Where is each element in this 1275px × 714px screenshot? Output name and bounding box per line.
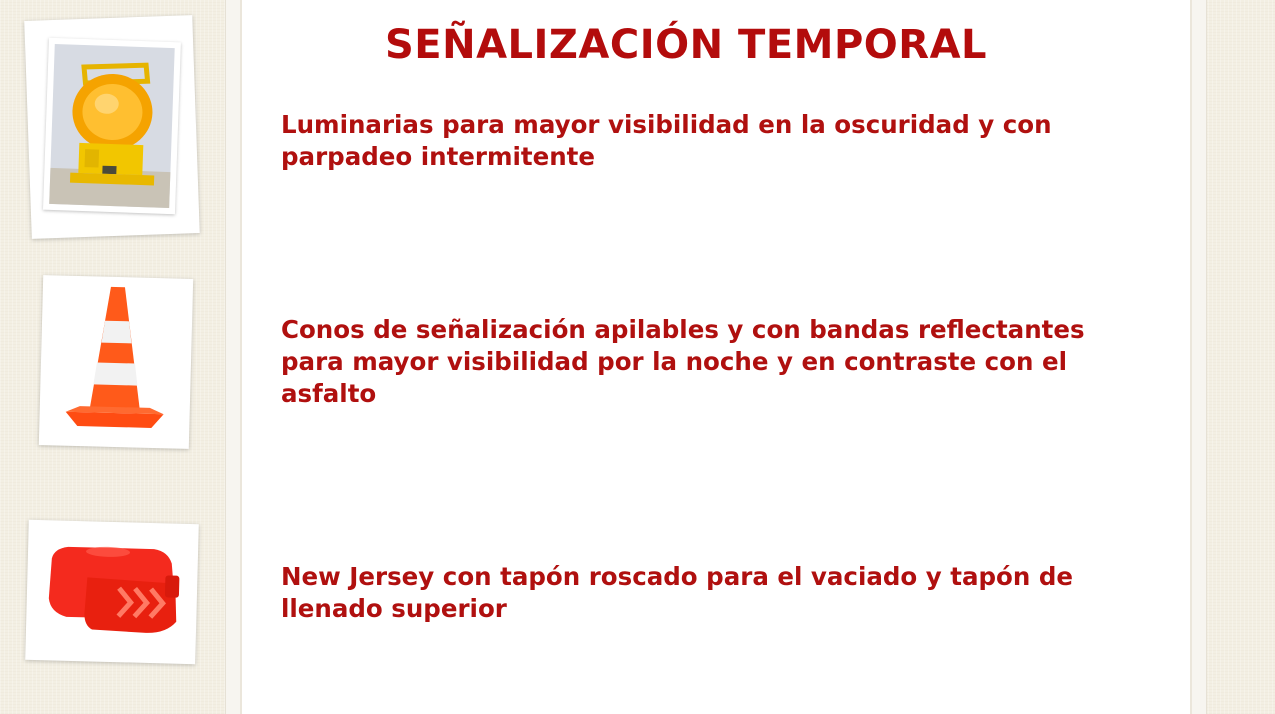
- new-jersey-barrier-photo: [25, 520, 199, 664]
- warning-lamp-photo-frame: [24, 15, 200, 239]
- slide-title: SEÑALIZACIÓN TEMPORAL: [384, 22, 988, 68]
- new-jersey-barrier-icon: [25, 520, 199, 664]
- item-text-luminarias: Luminarias para mayor visibilidad en la oscuridad y con parpadeo intermitente: [281, 110, 1052, 171]
- item-text-new-jersey: New Jersey con tapón roscado para el vaciado y tapón de llenado superior: [281, 562, 1074, 623]
- traffic-cone-photo: [39, 275, 193, 449]
- traffic-cone-icon: [39, 275, 193, 449]
- item-text-conos: Conos de señalización apilables y con bandas reflectantes para mayor visibilidad por la noche y en contraste con el asfalto: [281, 315, 1085, 408]
- warning-lamp-photo: [43, 38, 181, 215]
- warning-lamp-icon: [43, 38, 181, 215]
- right-textured-strip: [1207, 0, 1275, 714]
